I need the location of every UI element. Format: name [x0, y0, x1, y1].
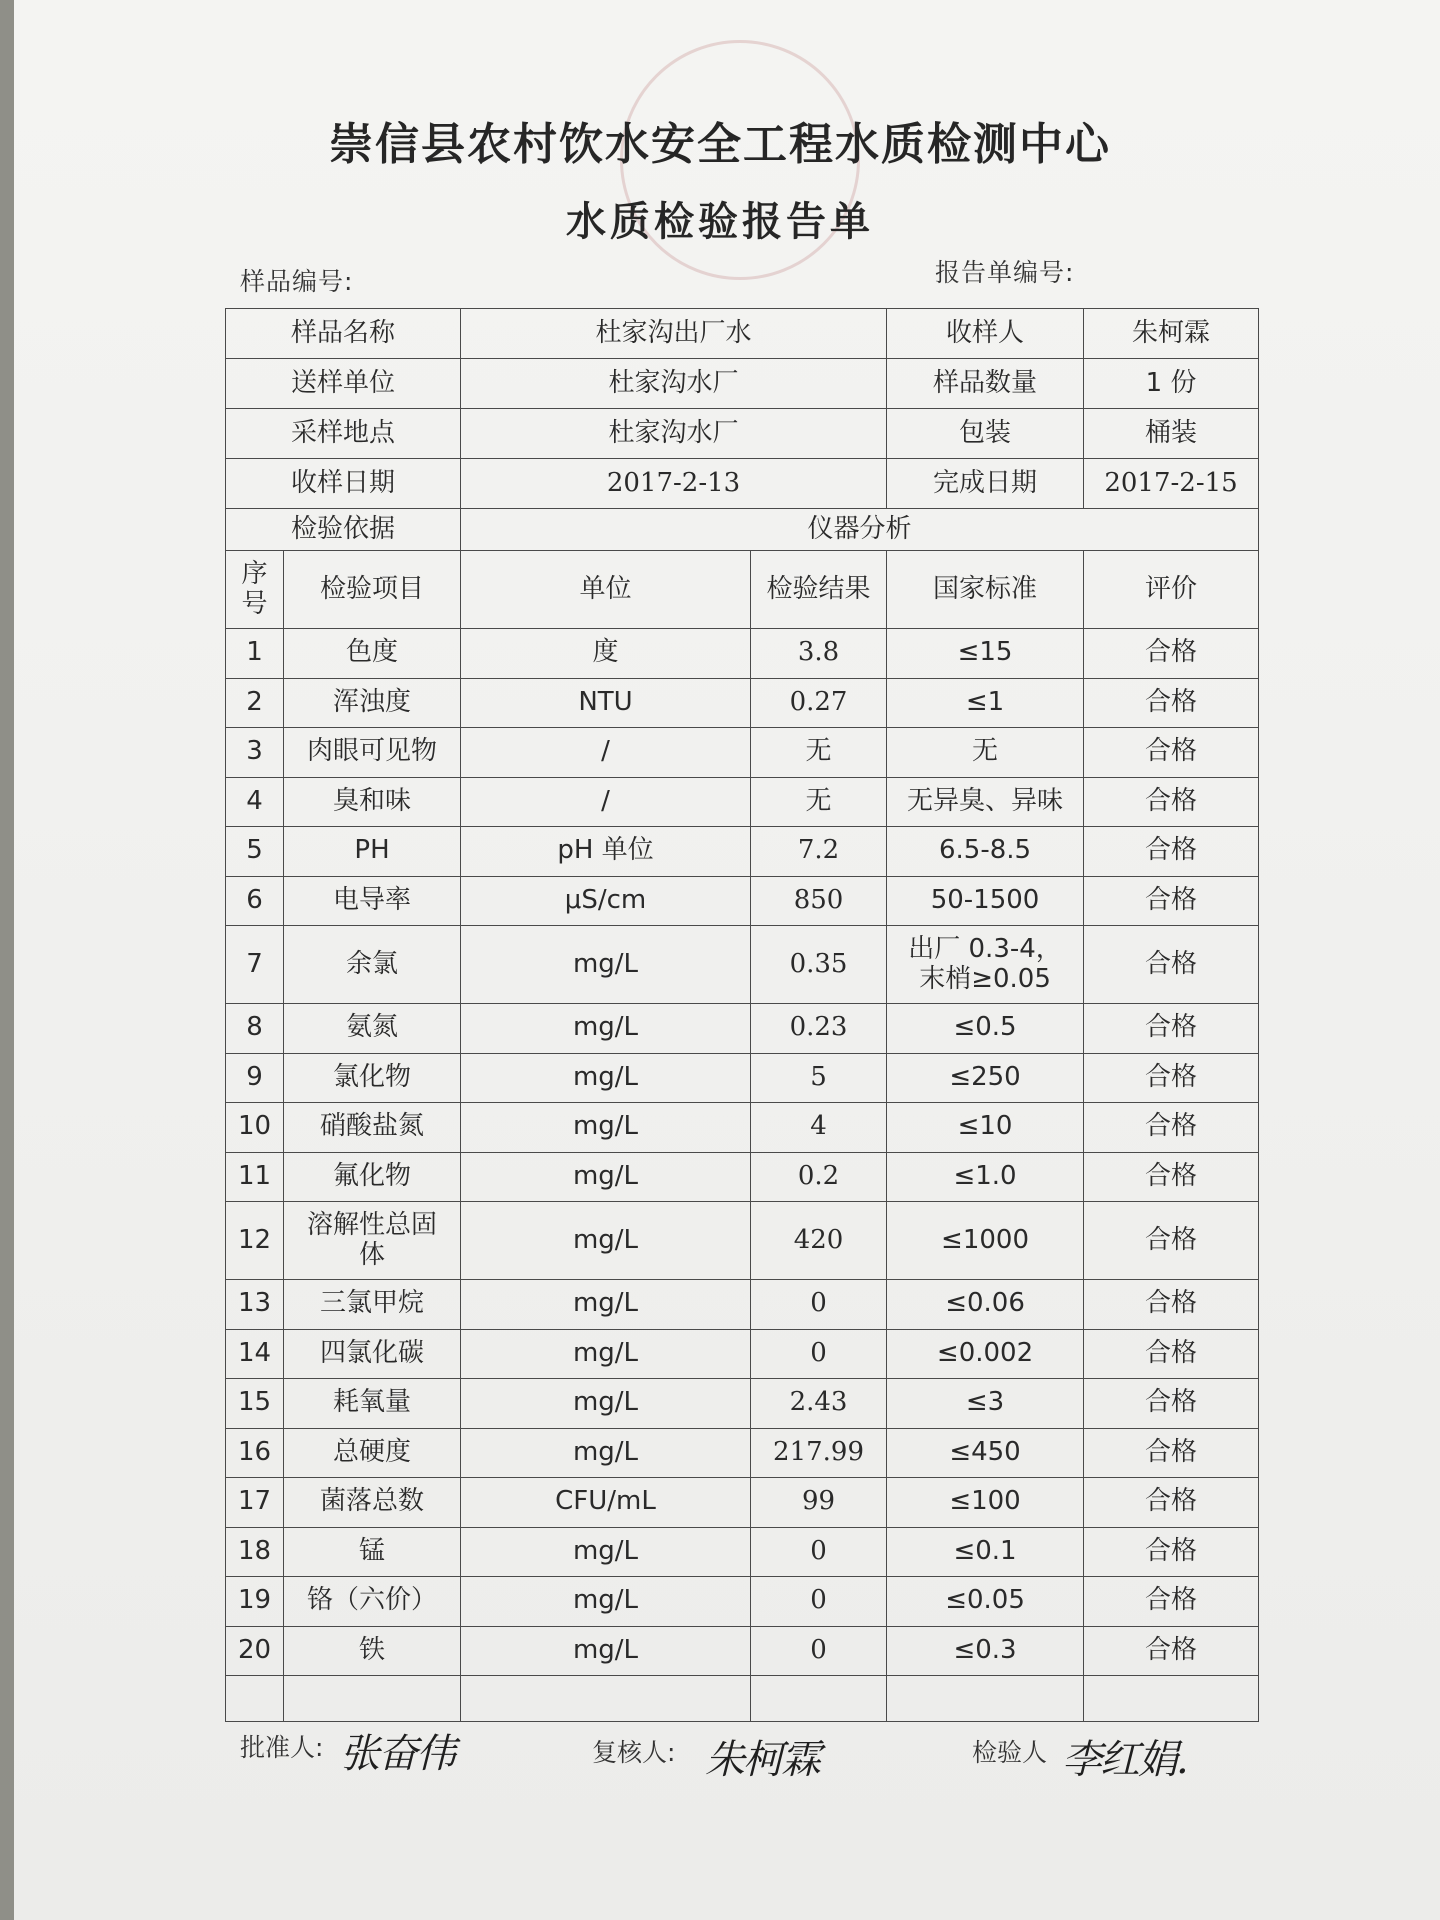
- row-standard-text: ≤1: [965, 686, 1005, 717]
- row-seq: 2: [226, 678, 284, 728]
- sample-name-value: 杜家沟出厂水: [461, 309, 887, 359]
- row-item-text: 氯化物: [333, 1061, 412, 1092]
- row-result: 99: [751, 1478, 887, 1528]
- row-item-text: 氟化物: [333, 1160, 412, 1191]
- table-row: [226, 1280, 1259, 1330]
- row-item: [284, 827, 461, 877]
- row-unit: CFU/mL: [461, 1478, 751, 1528]
- row-evaluation: 合格: [1084, 1379, 1259, 1429]
- row-result: 3.8: [751, 629, 887, 679]
- row-standard-text: ≤3: [965, 1387, 1005, 1418]
- receive-date-value: 2017-2-13: [461, 459, 887, 509]
- row-standard-text: 无: [972, 736, 999, 767]
- row-result: 5: [751, 1053, 887, 1103]
- reviewer-label: 复核人:: [592, 1738, 676, 1767]
- row-result: 0.27: [751, 678, 887, 728]
- row-evaluation: 合格: [1084, 629, 1259, 679]
- report-no: [935, 253, 1074, 289]
- row-seq: 16: [226, 1428, 284, 1478]
- row-standard-text: ≤100: [949, 1486, 1021, 1517]
- row-evaluation: 合格: [1084, 1478, 1259, 1528]
- row-standard-text: ≤15: [957, 637, 1013, 668]
- empty-cell: [284, 1676, 461, 1722]
- row-evaluation: 合格: [1084, 777, 1259, 827]
- row-standard-text-line2: 末梢≥0.05: [919, 963, 1051, 994]
- row-evaluation: 合格: [1084, 728, 1259, 778]
- row-unit: mg/L: [461, 1280, 751, 1330]
- row-unit: mg/L: [461, 1202, 751, 1280]
- basis-value: 仪器分析: [461, 509, 1259, 551]
- info-row-sender: [226, 359, 1259, 409]
- row-item: [284, 1004, 461, 1054]
- row-result: 0: [751, 1329, 887, 1379]
- table-row: [226, 1428, 1259, 1478]
- row-standard-text: ≤0.06: [945, 1288, 1025, 1319]
- row-item-text: 三氯甲烷: [320, 1288, 425, 1319]
- row-evaluation: 合格: [1084, 1577, 1259, 1627]
- row-result: 0: [751, 1527, 887, 1577]
- inspector-signature: 李红娟.: [1062, 1737, 1187, 1783]
- row-seq: 8: [226, 1004, 284, 1054]
- receive-date-label: 收样日期: [226, 459, 461, 509]
- row-standard-text: ≤250: [949, 1061, 1021, 1092]
- row-standard-text: ≤0.002: [936, 1337, 1034, 1368]
- row-result: 无: [751, 728, 887, 778]
- row-standard: [887, 777, 1084, 827]
- col-item: 检验项目: [284, 551, 461, 629]
- row-seq: 4: [226, 777, 284, 827]
- table-row: [226, 1379, 1259, 1429]
- row-standard: [887, 629, 1084, 679]
- row-result: 217.99: [751, 1428, 887, 1478]
- row-item-text: 色度: [346, 637, 399, 668]
- report-no-label: 报告单编号:: [935, 258, 1075, 287]
- row-seq: 11: [226, 1152, 284, 1202]
- row-item-text: 臭和味: [333, 785, 412, 816]
- row-evaluation: 合格: [1084, 678, 1259, 728]
- row-item: [284, 1527, 461, 1577]
- row-item: [284, 876, 461, 926]
- row-evaluation: 合格: [1084, 1428, 1259, 1478]
- row-unit: mg/L: [461, 926, 751, 1004]
- sample-no: [240, 262, 353, 298]
- complete-date-label: 完成日期: [887, 459, 1084, 509]
- sender-label: 送样单位: [226, 359, 461, 409]
- row-item-text: 余氯: [346, 948, 399, 979]
- row-evaluation: 合格: [1084, 1004, 1259, 1054]
- report-title: 水质检验报告单: [566, 199, 874, 245]
- row-unit: mg/L: [461, 1103, 751, 1153]
- basis-label: 检验依据: [226, 509, 461, 551]
- row-standard: [887, 728, 1084, 778]
- row-seq: 3: [226, 728, 284, 778]
- empty-cell: [1084, 1676, 1259, 1722]
- row-item: [284, 1280, 461, 1330]
- row-evaluation: 合格: [1084, 827, 1259, 877]
- row-unit: μS/cm: [461, 876, 751, 926]
- row-standard-text: ≤1000: [941, 1224, 1029, 1255]
- row-seq: 14: [226, 1329, 284, 1379]
- row-result: 0: [751, 1577, 887, 1627]
- row-standard-text: 出厂 0.3-4，: [908, 933, 1062, 964]
- row-item: [284, 1202, 461, 1280]
- col-standard: 国家标准: [887, 551, 1084, 629]
- row-item: [284, 926, 461, 1004]
- row-item: [284, 629, 461, 679]
- row-seq: 15: [226, 1379, 284, 1429]
- table-row: [226, 876, 1259, 926]
- row-standard: [887, 1428, 1084, 1478]
- row-evaluation: 合格: [1084, 1103, 1259, 1153]
- row-evaluation: 合格: [1084, 1280, 1259, 1330]
- location-label: 采样地点: [226, 409, 461, 459]
- table-row: [226, 728, 1259, 778]
- complete-date-value: 2017-2-15: [1084, 459, 1259, 509]
- row-item-text: 氨氮: [346, 1012, 399, 1043]
- row-seq: 17: [226, 1478, 284, 1528]
- row-seq: 13: [226, 1280, 284, 1330]
- row-item-text: 菌落总数: [320, 1486, 425, 1517]
- row-evaluation: 合格: [1084, 876, 1259, 926]
- table-row: [226, 1004, 1259, 1054]
- row-standard: [887, 1478, 1084, 1528]
- row-item: [284, 1428, 461, 1478]
- row-item: [284, 777, 461, 827]
- row-unit: mg/L: [461, 1626, 751, 1676]
- empty-cell: [887, 1676, 1084, 1722]
- row-result: 7.2: [751, 827, 887, 877]
- row-unit: pH 单位: [461, 827, 751, 877]
- table-row: [226, 1103, 1259, 1153]
- row-item: [284, 1478, 461, 1528]
- row-standard: [887, 1280, 1084, 1330]
- row-seq: 10: [226, 1103, 284, 1153]
- row-item: [284, 678, 461, 728]
- table-row: [226, 678, 1259, 728]
- row-item-text: 硝酸盐氮: [320, 1111, 425, 1142]
- row-standard: [887, 827, 1084, 877]
- institution-title: 崇信县农村饮水安全工程水质检测中心: [329, 119, 1111, 170]
- row-unit: mg/L: [461, 1152, 751, 1202]
- row-unit: NTU: [461, 678, 751, 728]
- row-standard-text: ≤0.3: [953, 1634, 1017, 1665]
- row-unit: mg/L: [461, 1379, 751, 1429]
- row-standard: [887, 1379, 1084, 1429]
- receiver-label: 收样人: [887, 309, 1084, 359]
- sender-value: 杜家沟水厂: [461, 359, 887, 409]
- column-header-row: [226, 551, 1259, 629]
- row-item-text: 锰: [359, 1535, 386, 1566]
- row-evaluation: 合格: [1084, 1152, 1259, 1202]
- row-item: [284, 1103, 461, 1153]
- report-table: [225, 308, 1259, 1722]
- row-item: [284, 1577, 461, 1627]
- row-standard: [887, 1152, 1084, 1202]
- row-evaluation: 合格: [1084, 1053, 1259, 1103]
- table-row: [226, 827, 1259, 877]
- row-item: [284, 1053, 461, 1103]
- table-row: [226, 1626, 1259, 1676]
- row-standard: [887, 678, 1084, 728]
- row-standard-text: 50-1500: [930, 884, 1040, 915]
- row-unit: mg/L: [461, 1329, 751, 1379]
- info-row-location: [226, 409, 1259, 459]
- row-item: [284, 1379, 461, 1429]
- empty-row: [226, 1676, 1259, 1722]
- row-item-text: 电导率: [333, 884, 412, 915]
- row-result: 0.35: [751, 926, 887, 1004]
- empty-cell: [226, 1676, 284, 1722]
- row-standard: [887, 1527, 1084, 1577]
- row-standard-text: 无异臭、异味: [907, 785, 1064, 816]
- row-item-text: 耗氧量: [333, 1387, 412, 1418]
- table-row: [226, 1527, 1259, 1577]
- row-seq: 19: [226, 1577, 284, 1627]
- row-item-text: 铬（六价）: [307, 1585, 438, 1616]
- sample-name-label: 样品名称: [226, 309, 461, 359]
- table-row: [226, 1577, 1259, 1627]
- approver-label: 批准人:: [240, 1733, 324, 1762]
- row-result: 0: [751, 1280, 887, 1330]
- row-item-text: 浑浊度: [333, 686, 412, 717]
- row-item: [284, 1626, 461, 1676]
- row-standard-text: ≤0.1: [953, 1535, 1017, 1566]
- row-standard-text: ≤1.0: [953, 1160, 1017, 1191]
- row-item-text: PH: [354, 835, 390, 866]
- table-row: [226, 777, 1259, 827]
- sample-no-label: 样品编号:: [240, 267, 354, 296]
- row-seq: 9: [226, 1053, 284, 1103]
- row-seq: 6: [226, 876, 284, 926]
- approver-signature: 张奋伟: [340, 1731, 454, 1777]
- table-row: [226, 1478, 1259, 1528]
- info-row-basis: [226, 509, 1259, 551]
- location-value: 杜家沟水厂: [461, 409, 887, 459]
- table-row: [226, 1053, 1259, 1103]
- col-evaluation: 评价: [1084, 551, 1259, 629]
- row-standard: [887, 926, 1084, 1004]
- quantity-value: 1 份: [1084, 359, 1259, 409]
- info-row-sample-name: [226, 309, 1259, 359]
- row-result: 0.2: [751, 1152, 887, 1202]
- receiver-value: 朱柯霖: [1084, 309, 1259, 359]
- row-item-text: 溶解性总固: [307, 1209, 438, 1240]
- row-standard-text: ≤0.05: [945, 1585, 1025, 1616]
- empty-cell: [751, 1676, 887, 1722]
- row-item-text-line2: 体: [359, 1239, 386, 1270]
- row-unit: /: [461, 777, 751, 827]
- row-unit: mg/L: [461, 1004, 751, 1054]
- row-evaluation: 合格: [1084, 1202, 1259, 1280]
- table-row: [226, 926, 1259, 1004]
- row-evaluation: 合格: [1084, 1527, 1259, 1577]
- row-standard-text: ≤0.5: [953, 1012, 1017, 1043]
- row-unit: /: [461, 728, 751, 778]
- inspector-label: 检验人: [972, 1738, 1048, 1767]
- row-item: [284, 1152, 461, 1202]
- row-evaluation: 合格: [1084, 926, 1259, 1004]
- table-row: [226, 1202, 1259, 1280]
- row-standard: [887, 1103, 1084, 1153]
- row-result: 4: [751, 1103, 887, 1153]
- row-seq: 1: [226, 629, 284, 679]
- row-standard-text: ≤450: [949, 1436, 1021, 1467]
- table-row: [226, 629, 1259, 679]
- row-standard: [887, 1202, 1084, 1280]
- row-standard: [887, 1329, 1084, 1379]
- table-row: [226, 1152, 1259, 1202]
- row-item: [284, 1329, 461, 1379]
- row-result: 无: [751, 777, 887, 827]
- row-result: 0.23: [751, 1004, 887, 1054]
- col-unit: 单位: [461, 551, 751, 629]
- table-row: [226, 1329, 1259, 1379]
- row-seq: 20: [226, 1626, 284, 1676]
- row-item-text: 四氯化碳: [320, 1337, 425, 1368]
- row-standard: [887, 1626, 1084, 1676]
- reviewer-signature: 朱柯霖: [705, 1737, 819, 1783]
- row-unit: mg/L: [461, 1053, 751, 1103]
- row-standard: [887, 876, 1084, 926]
- empty-cell: [461, 1676, 751, 1722]
- row-standard: [887, 1577, 1084, 1627]
- quantity-label: 样品数量: [887, 359, 1084, 409]
- row-standard-text: ≤10: [957, 1111, 1013, 1142]
- row-item: [284, 728, 461, 778]
- row-seq: 7: [226, 926, 284, 1004]
- row-result: 850: [751, 876, 887, 926]
- row-evaluation: 合格: [1084, 1329, 1259, 1379]
- row-seq: 12: [226, 1202, 284, 1280]
- row-result: 0: [751, 1626, 887, 1676]
- row-result: 2.43: [751, 1379, 887, 1429]
- row-standard: [887, 1053, 1084, 1103]
- row-item-text: 肉眼可见物: [307, 736, 438, 767]
- row-result: 420: [751, 1202, 887, 1280]
- row-standard: [887, 1004, 1084, 1054]
- package-label: 包装: [887, 409, 1084, 459]
- row-standard-text: 6.5-8.5: [938, 835, 1032, 866]
- row-evaluation: 合格: [1084, 1626, 1259, 1676]
- info-row-dates: [226, 459, 1259, 509]
- col-result: 检验结果: [751, 551, 887, 629]
- row-unit: mg/L: [461, 1577, 751, 1627]
- row-seq: 5: [226, 827, 284, 877]
- row-unit: 度: [461, 629, 751, 679]
- package-value: 桶装: [1084, 409, 1259, 459]
- row-seq: 18: [226, 1527, 284, 1577]
- row-unit: mg/L: [461, 1527, 751, 1577]
- row-item-text: 总硬度: [333, 1436, 412, 1467]
- row-unit: mg/L: [461, 1428, 751, 1478]
- col-seq: 序号: [226, 551, 284, 629]
- row-item-text: 铁: [359, 1634, 386, 1665]
